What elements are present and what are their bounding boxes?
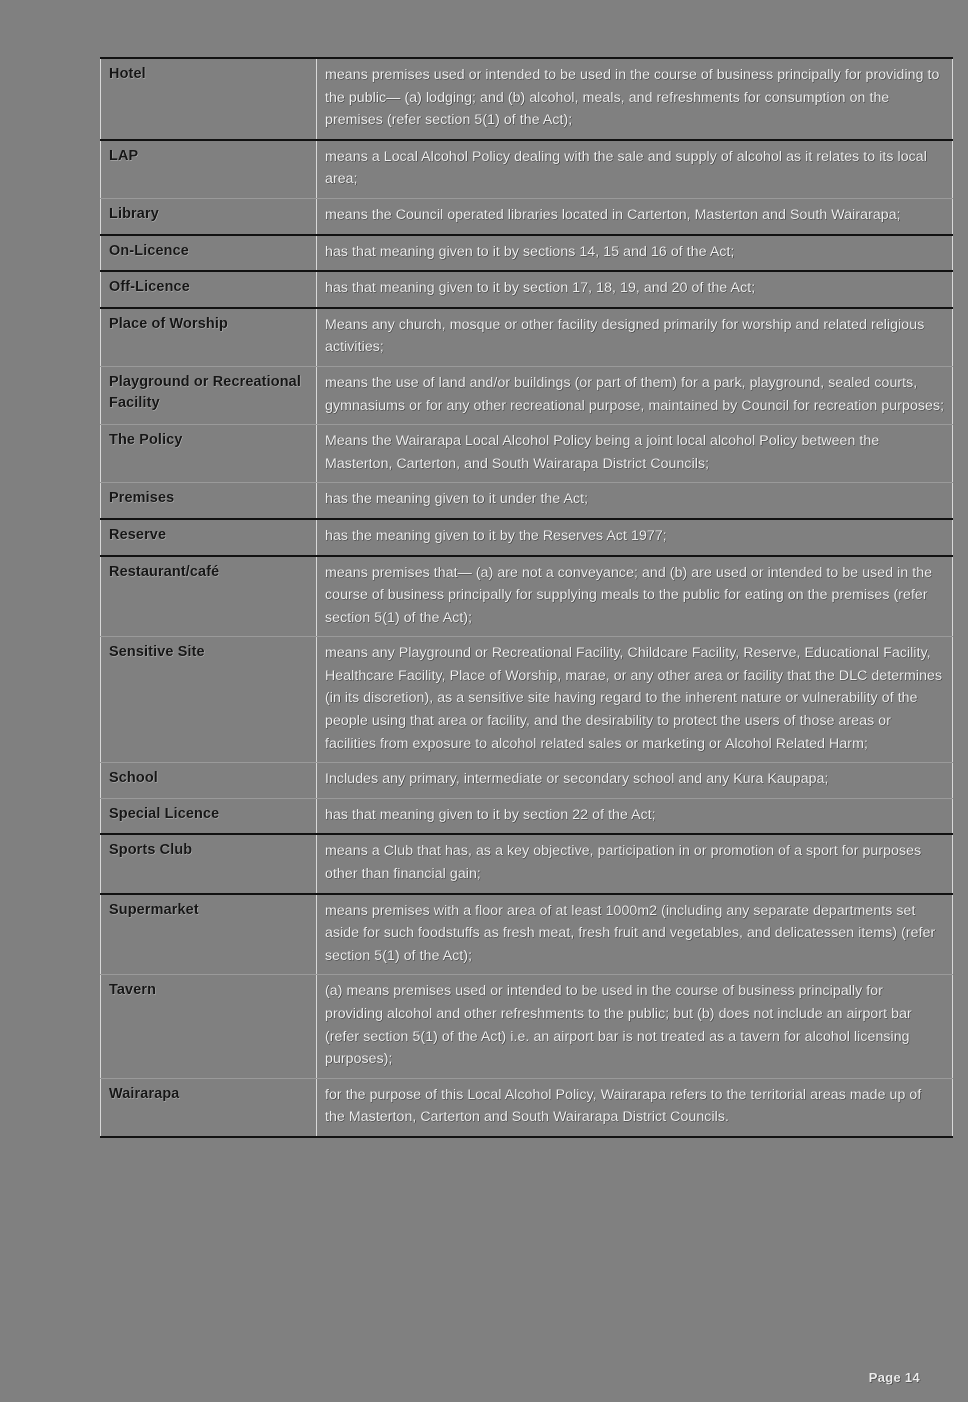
table-row [101, 834, 953, 893]
definition-text: for the purpose of this Local Alcohol Policy, Wairarapa refers to the territorial areas made up of the Masterton, Carterton and South Wairarapa District Councils. [317, 1078, 953, 1137]
definition-term: School [101, 763, 317, 799]
definition-text: means a Local Alcohol Policy dealing with the sale and supply of alcohol as it relates to its local area; [317, 140, 953, 199]
definition-text: has the meaning given to it under the Act; [317, 483, 953, 519]
definition-term: Tavern [101, 975, 317, 1078]
table-row [101, 198, 953, 234]
table-row [101, 556, 953, 637]
definition-text: has the meaning given to it by the Reserves Act 1977; [317, 519, 953, 556]
definition-term: Playground or Recreational Facility [101, 366, 317, 424]
definition-term: The Policy [101, 425, 317, 483]
table-row [101, 58, 953, 140]
table-row [101, 519, 953, 556]
definition-text: means any Playground or Recreational Facility, Childcare Facility, Reserve, Educational Facility, Healthcare Facility, Place of Worship, marae, or any other area or facility that the DLC determines (in its discretion), as a sensitive site having regard to the inherent nature or vulnerability of the people using that area or facility, and the desirability to protect the users of those areas or facilities from exposure to alcohol related sales or marketing or Alcohol Related Harm; [317, 637, 953, 763]
definition-text: Means the Wairarapa Local Alcohol Policy being a joint local alcohol Policy between the Masterton, Carterton, and South Wairarapa District Councils; [317, 425, 953, 483]
table-row [101, 975, 953, 1078]
definition-text: (a) means premises used or intended to be used in the course of business principally for providing alcohol and other refreshments to the public; but (b) does not include an airport bar (refer section 5(1) of the Act) i.e. an airport bar is not treated as a tavern for alcohol licensing purposes); [317, 975, 953, 1078]
table-row [101, 1078, 953, 1137]
definition-term: LAP [101, 140, 317, 199]
definition-term: Library [101, 198, 317, 234]
definitions-table-body [101, 58, 953, 1137]
table-row [101, 637, 953, 763]
definition-text: means premises used or intended to be used in the course of business principally for providing to the public— (a) lodging; and (b) alcohol, meals, and refreshments for consumption on the premises (refer section 5(1) of the Act); [317, 58, 953, 140]
table-row [101, 308, 953, 367]
definitions-table [100, 57, 953, 1138]
definition-term: On-Licence [101, 235, 317, 272]
table-row [101, 140, 953, 199]
definition-text: means premises that— (a) are not a conveyance; and (b) are used or intended to be used in the course of business principally for supplying meals to the public for eating on the premises (refer section 5(1) of the Act); [317, 556, 953, 637]
table-row [101, 425, 953, 483]
page-number-footer: Page 14 [868, 1370, 920, 1385]
definition-text: Includes any primary, intermediate or secondary school and any Kura Kaupapa; [317, 763, 953, 799]
definition-term: Wairarapa [101, 1078, 317, 1137]
definition-term: Supermarket [101, 894, 317, 975]
definition-term: Special Licence [101, 798, 317, 834]
definition-term: Place of Worship [101, 308, 317, 367]
definition-text: has that meaning given to it by section 17, 18, 19, and 20 of the Act; [317, 271, 953, 308]
definition-text: means the Council operated libraries located in Carterton, Masterton and South Wairarapa; [317, 198, 953, 234]
definition-text: has that meaning given to it by section 22 of the Act; [317, 798, 953, 834]
definition-term: Premises [101, 483, 317, 519]
definition-term: Restaurant/café [101, 556, 317, 637]
table-row [101, 483, 953, 519]
definition-term: Hotel [101, 58, 317, 140]
table-row [101, 366, 953, 424]
definition-text: Means any church, mosque or other facility designed primarily for worship and related religious activities; [317, 308, 953, 367]
definition-term: Sports Club [101, 834, 317, 893]
definition-term: Reserve [101, 519, 317, 556]
definition-term: Off-Licence [101, 271, 317, 308]
table-row [101, 271, 953, 308]
table-row [101, 235, 953, 272]
definition-term: Sensitive Site [101, 637, 317, 763]
definition-text: means the use of land and/or buildings (or part of them) for a park, playground, sealed courts, gymnasiums or for any other recreational purpose, maintained by Council for recreation purposes; [317, 366, 953, 424]
table-row [101, 798, 953, 834]
definition-text: means a Club that has, as a key objective, participation in or promotion of a sport for purposes other than financial gain; [317, 834, 953, 893]
table-row [101, 763, 953, 799]
definition-text: means premises with a floor area of at least 1000m2 (including any separate departments set aside for such foodstuffs as fresh meat, fresh fruit and vegetables, and delicatessen items) (refer section 5(1) of the Act); [317, 894, 953, 975]
table-row [101, 894, 953, 975]
definition-text: has that meaning given to it by sections 14, 15 and 16 of the Act; [317, 235, 953, 272]
